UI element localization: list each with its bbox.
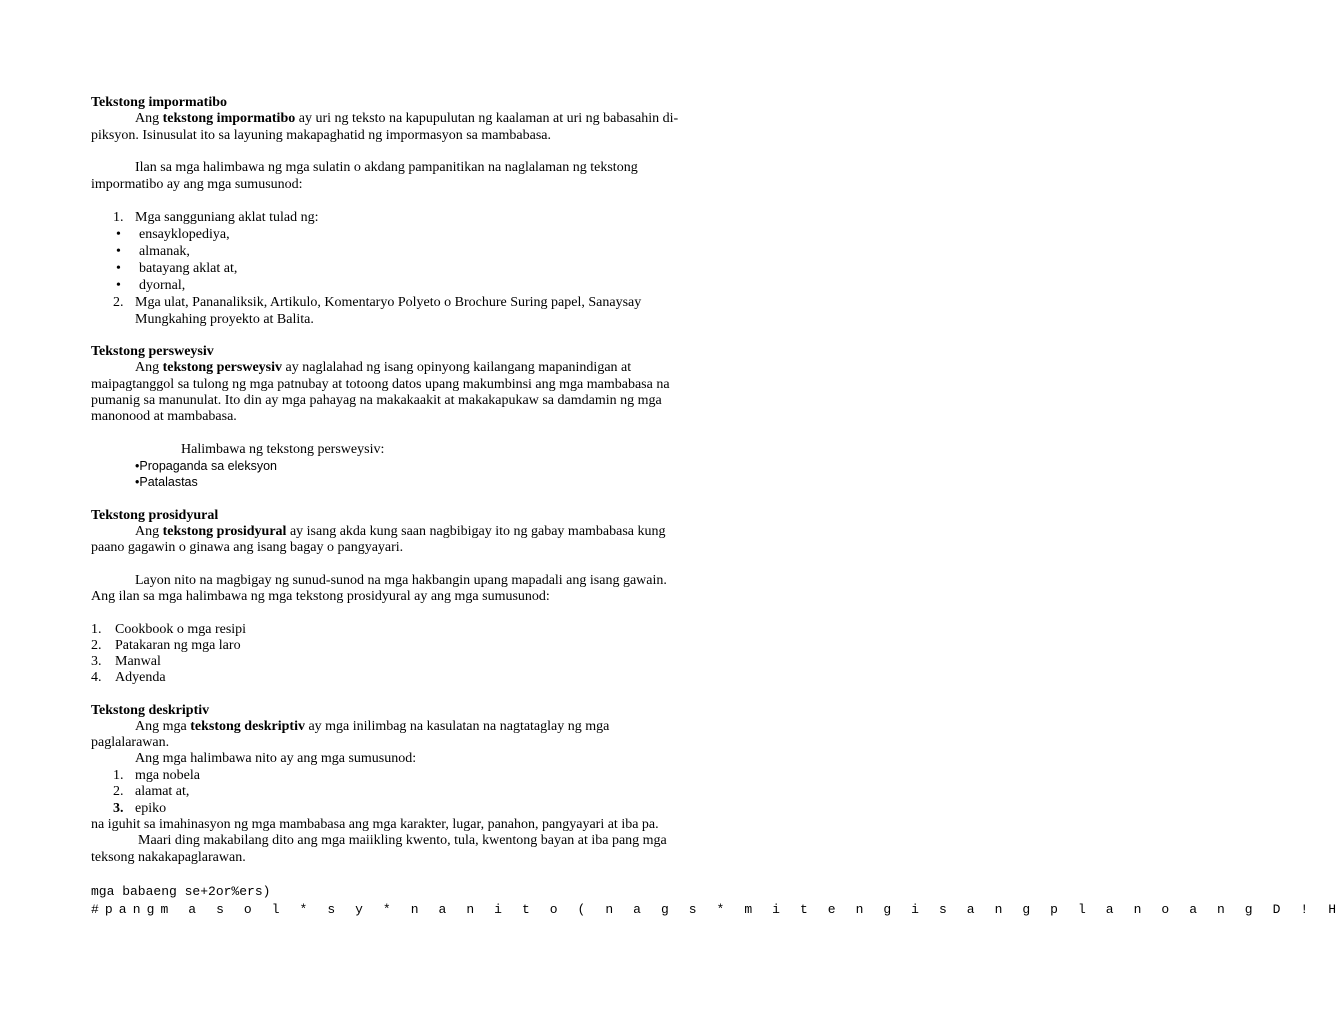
bullet-icon: • [116, 227, 121, 242]
section-heading-impormatibo: Tekstong impormatibo [91, 95, 228, 110]
examples-label: Halimbawa ng tekstong persweysiv: [181, 442, 385, 457]
paragraph-line: maipagtanggol sa tulong ng mga patnubay at totoong datos upang makumbinsi ang mga mambabasa na [91, 377, 670, 392]
list-number: 2. [91, 638, 102, 653]
list-number: 2. [113, 784, 124, 799]
section-heading-deskriptiv: Tekstong deskriptiv [91, 703, 210, 718]
bullet-icon: • [116, 278, 121, 293]
list-item: Adyenda [115, 670, 166, 685]
paragraph-line: manonood at mambabasa. [91, 409, 237, 424]
paragraph-line: Ang tekstong impormatibo ay uri ng teksto na kapupulutan ng kaalaman at uri ng babasahin di- [135, 111, 679, 126]
paragraph-line: Layon nito na magbigay ng sunud-sunod na mga hakbangin upang mapadali ang isang gawain. [135, 573, 667, 588]
bold-term: tekstong deskriptiv [190, 719, 305, 734]
example-item: •Patalastas [135, 475, 198, 489]
bullet-icon: • [116, 244, 121, 259]
bullet-icon: • [116, 261, 121, 276]
list-item: mga nobela [135, 768, 200, 783]
bullet-item: dyornal, [139, 278, 186, 293]
paragraph-line: paglalarawan. [91, 735, 170, 750]
paragraph-line: Ang tekstong persweysiv ay naglalahad ng isang opinyong kailangang mapanindigan at [135, 360, 632, 375]
bullet-item: batayang aklat at, [139, 261, 238, 276]
paragraph-line: piksyon. Isinusulat ito sa layuning makapaghatid ng impormasyon sa mambabasa. [91, 128, 551, 143]
paragraph-line: impormatibo ay ang mga sumusunod: [91, 177, 303, 192]
list-number: 3. [113, 801, 124, 816]
list-item: Manwal [115, 654, 161, 669]
paragraph-line: pumanig sa manunulat. Ito din ay mga pahayag na makakaakit at makakapukaw sa damdamin ng mga [91, 393, 662, 408]
paragraph-line: Ang tekstong prosidyural ay isang akda kung saan nagbibigay ito ng gabay mambabasa kung [135, 524, 666, 539]
list-number: 4. [91, 670, 102, 685]
paragraph-line: Maari ding makabilang dito ang mga maiikling kwento, tula, kwentong bayan at iba pang mga [138, 833, 667, 848]
bold-term: tekstong prosidyural [162, 524, 287, 539]
list-number: 1. [113, 210, 124, 225]
list-number: 2. [113, 295, 124, 310]
paragraph-line: Ang mga halimbawa nito ay ang mga sumusunod: [135, 751, 417, 766]
list-item: alamat at, [135, 784, 190, 799]
list-number: 1. [113, 768, 124, 783]
bold-term: tekstong persweysiv [162, 360, 283, 375]
list-item: epiko [135, 801, 167, 816]
bullet-item: almanak, [139, 244, 190, 259]
paragraph-line: paano gagawin o ginawa ang isang bagay o pangyayari. [91, 540, 404, 555]
list-item: Mga ulat, Pananaliksik, Artikulo, Komentaryo Polyeto o Brochure Suring papel, Sanaysay [135, 295, 642, 310]
garbled-text-line: #pangm a s o l * s y * n a n i t o ( n a g s * m i t e n g i s a n g p l a n o a n g D ! H [91, 902, 1342, 917]
list-number: 3. [91, 654, 102, 669]
list-number: 1. [91, 622, 102, 637]
section-heading-persweysiv: Tekstong persweysiv [91, 344, 214, 359]
section-heading-prosidyural: Tekstong prosidyural [91, 508, 219, 523]
example-item: •Propaganda sa eleksyon [135, 459, 277, 473]
paragraph-line: Ang ilan sa mga halimbawa ng mga tekstong prosidyural ay ang mga sumusunod: [91, 589, 550, 604]
paragraph-line: teksong nakakapaglarawan. [91, 850, 246, 865]
paragraph-line: Ilan sa mga halimbawa ng mga sulatin o akdang pampanitikan na naglalaman ng tekstong [135, 160, 638, 175]
list-item: Mungkahing proyekto at Balita. [135, 312, 314, 327]
list-item: Patakaran ng mga laro [115, 638, 241, 653]
list-item: Cookbook o mga resipi [115, 622, 247, 637]
list-item: Mga sangguniang aklat tulad ng: [135, 210, 319, 225]
paragraph-line: na iguhit sa imahinasyon ng mga mambabasa ang mga karakter, lugar, panahon, pangyayari at iba pa. [91, 817, 659, 832]
bullet-item: ensayklopediya, [139, 227, 230, 242]
paragraph-line: Ang mga tekstong deskriptiv ay mga inilimbag na kasulatan na nagtataglay ng mga [135, 719, 610, 734]
bold-term: tekstong impormatibo [162, 111, 296, 126]
garbled-text-line: mga babaeng se+2or%ers) [91, 884, 271, 899]
